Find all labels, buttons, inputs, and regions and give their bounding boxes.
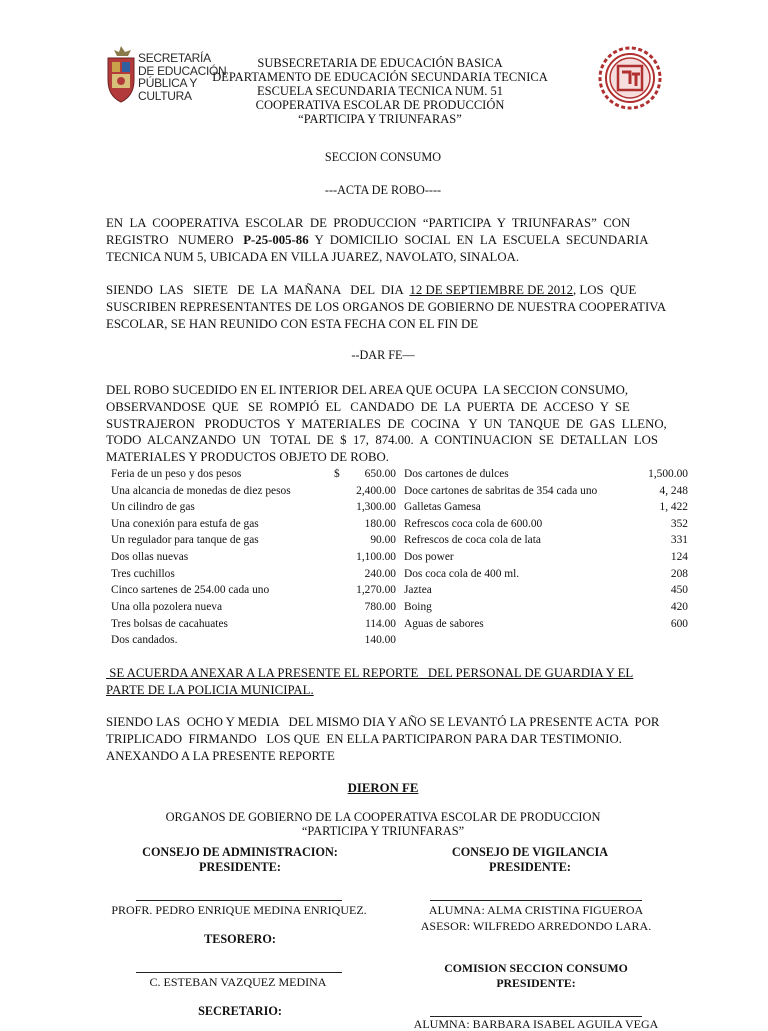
organos-line2: “PARTICIPA Y TRIUNFARAS” [301,824,465,838]
header-subsecretaria: SUBSECRETARIA DE EDUCACIÓN BASICA [257,56,503,70]
registro-number: P-25-005-86 [243,233,309,247]
list-item: Refrescos de coca cola de lata [404,534,541,546]
list-item: Una alcancia de monedas de diez pesos [111,485,291,497]
list-item: Refrescos coca cola de 600.00 [404,518,543,530]
item-amount: 180.00 [364,518,396,530]
item-amount: 1,100.00 [356,551,396,563]
item-amount: 420 [670,601,688,613]
list-item: Dos candados. [111,634,178,646]
list-item: Una olla pozolera nueva [111,601,223,613]
list-item: Aguas de sabores [404,618,484,630]
organos-line1: ORGANOS DE GOBIERNO DE LA COOPERATIVA ESCOLAR DE PRODUCCION [165,810,601,824]
item-amount: 331 [670,534,688,546]
para4-line1: SE ACUERDA ANEXAR A LA PRESENTE EL REPORTE DEL PERSONAL DE GUARDIA Y EL [106,666,634,680]
tesorero-label: TESORERO: [204,932,276,946]
header-departamento: DEPARTAMENTO DE EDUCACIÓN SECUNDARIA TECNICA [212,70,548,84]
tesorero-name: C. ESTEBAN VAZQUEZ MEDINA [149,975,327,989]
paragraph-robo [106,382,667,466]
para1-line2 [106,232,662,249]
school-seal-logo [598,44,662,112]
item-amount: 114.00 [365,618,396,630]
signature-line [430,900,642,901]
para1-line1: EN LA COOPERATIVA ESCOLAR DE PRODUCCION “PARTICIPA Y TRIUNFARAS” CON [106,216,631,230]
item-amount: 2,400.00 [356,485,396,497]
para4-line2: PARTE DE LA POLICIA MUNICIPAL. [106,683,314,697]
para3-line5: MATERIALES Y PRODUCTOS OBJETO DE ROBO. [106,450,389,465]
list-item: Jaztea [404,584,432,596]
consejo-administracion-title: CONSEJO DE ADMINISTRACION: [142,845,338,859]
vigilancia-presidente-name: ALUMNA: ALMA CRISTINA FIGUEROA [428,903,644,917]
list-item: Tres cuchillos [111,568,175,580]
item-amount: 600 [670,618,688,630]
item-amount: 240.00 [364,568,396,580]
document-title: ---ACTA DE ROBO---- [324,183,442,197]
para3-line2: OBSERVANDOSE QUE SE ROMPIÓ EL CANDADO DE LA PUERTA DE ACCESO Y SE [106,399,630,414]
list-item: Doce cartones de sabritas de 354 cada uno [404,485,598,497]
para3-line1: DEL ROBO SUCEDIDO EN EL INTERIOR DEL AREA QUE OCUPA LA SECCION CONSUMO, [106,383,629,397]
currency-sign: $ [334,468,340,480]
dar-fe-heading: --DAR FE— [351,348,415,362]
sep-logo-text: SECRETARÍA DE EDUCACIÓN PÚBLICA Y CULTURA [138,51,227,103]
item-amount: 1,500.00 [648,468,688,480]
comision-presidente-label: PRESIDENTE: [496,975,576,990]
section-title: SECCION CONSUMO [324,150,442,164]
list-item: Un regulador para tanque de gas [111,534,259,546]
list-item: Dos ollas nuevas [111,551,189,563]
para2-line3: ESCOLAR, SE HAN REUNIDO CON ESTA FECHA CON EL FIN DE [106,317,479,331]
fecha-robo: 12 DE SEPTIEMBRE DE 2012 [409,283,573,297]
vigilancia-asesor: ASESOR: WILFREDO ARREDONDO LARA. [420,918,652,933]
list-item: Dos power [404,551,454,563]
para2-line2: SUSCRIBEN REPRESENTANTES DE LOS ORGANOS DE GOBIERNO DE NUESTRA COOPERATIVA [106,300,667,314]
item-amount: 780.00 [364,601,396,613]
para1-line2-pre: REGISTRO NUMERO [106,233,244,247]
para5-line3: ANEXANDO A LA PRESENTE REPORTE [106,749,335,763]
item-amount: 124 [670,551,688,563]
para1-line2-post: Y DOMICILIO SOCIAL EN LA ESCUELA SECUNDARIA [308,233,649,247]
admin-presidente-name: PROFR. PEDRO ENRIQUE MEDINA ENRIQUEZ. [111,903,367,917]
list-item: Una conexión para estufa de gas [111,518,259,530]
header-escuela: ESCUELA SECUNDARIA TECNICA NUM. 51 [257,84,503,98]
item-amount: 1,270.00 [356,584,396,596]
comision-title: COMISION SECCION CONSUMO [444,961,628,975]
list-item: Galletas Gamesa [404,501,481,513]
item-amount: 140.00 [364,634,396,646]
list-item: Boing [404,601,432,613]
para2-line1-pre: SIENDO LAS SIETE DE LA MAÑANA DEL DIA [106,283,410,297]
signature-line [136,972,342,973]
comision-consumo [400,961,672,990]
list-item: Cinco sartenes de 254.00 cada uno [111,584,270,596]
list-item: Feria de un peso y dos pesos [111,468,242,480]
header-cooperativa: COOPERATIVA ESCOLAR DE PRODUCCIÓN [255,98,505,112]
list-item: Tres bolsas de cacahuates [111,618,228,630]
item-amount: 208 [670,568,688,580]
admin-presidente-label: PRESIDENTE: [199,860,281,874]
vigilancia-signatures [400,903,672,934]
consejo-administracion [120,845,360,875]
list-item: Dos coca cola de 400 ml. [404,568,520,580]
para2-line1-post: , LOS QUE [572,283,637,297]
para3-line4: TODO ALCANZANDO UN TOTAL DE $ 17, 874.00. A CONTINUACION SE DETALLAN LOS [106,433,658,448]
consejo-vigilancia [410,845,650,875]
secretario-label: SECRETARIO: [198,1004,282,1018]
dieron-fe-heading: DIERON FE [347,781,419,795]
para3-line3: SUSTRAJERON PRODUCTOS Y MATERIALES DE COCINA Y UN TANQUE DE GAS LLENO, [106,416,667,431]
school-seal-icon [598,44,662,112]
para5-line1: SIENDO LAS OCHO Y MEDIA DEL MISMO DIA Y AÑO SE LEVANTÓ LA PRESENTE ACTA POR [106,715,660,729]
comision-presidente-name [396,1017,676,1031]
state-shield-icon [104,44,138,104]
item-amount: 650.00 [364,468,396,480]
paragraph-registro [106,215,662,266]
item-amount: 1, 422 [659,501,688,513]
vigilancia-presidente-label: PRESIDENTE: [489,860,571,874]
para1-line3: TECNICA NUM 5, UBICADA EN VILLA JUAREZ, NAVOLATO, SINALOA. [106,250,520,264]
list-item: Un cilindro de gas [111,501,195,513]
paragraph-cierre [106,714,666,765]
signature-line [136,900,342,901]
paragraph-fecha [106,282,667,333]
header-lema: “PARTICIPA Y TRIUNFARAS” [298,112,462,126]
item-amount: 90.00 [370,534,396,546]
comision-presidente-name-text: ALUMNA: BARBARA ISABEL AGUILA VEGA [413,1017,659,1031]
para2-line1 [106,282,662,299]
organos-heading [130,810,636,838]
item-amount: 1,300.00 [356,501,396,513]
list-item: Dos cartones de dulces [404,468,509,480]
paragraph-anexo [106,665,666,699]
item-amount: 4, 248 [659,485,688,497]
para5-line2: TRIPLICADO FIRMANDO LOS QUE EN ELLA PARTICIPARON PARA DAR TESTIMONIO. [106,732,622,746]
item-amount: 352 [670,518,688,530]
item-amount: 450 [670,584,688,596]
consejo-vigilancia-title: CONSEJO DE VIGILANCIA [451,845,609,859]
